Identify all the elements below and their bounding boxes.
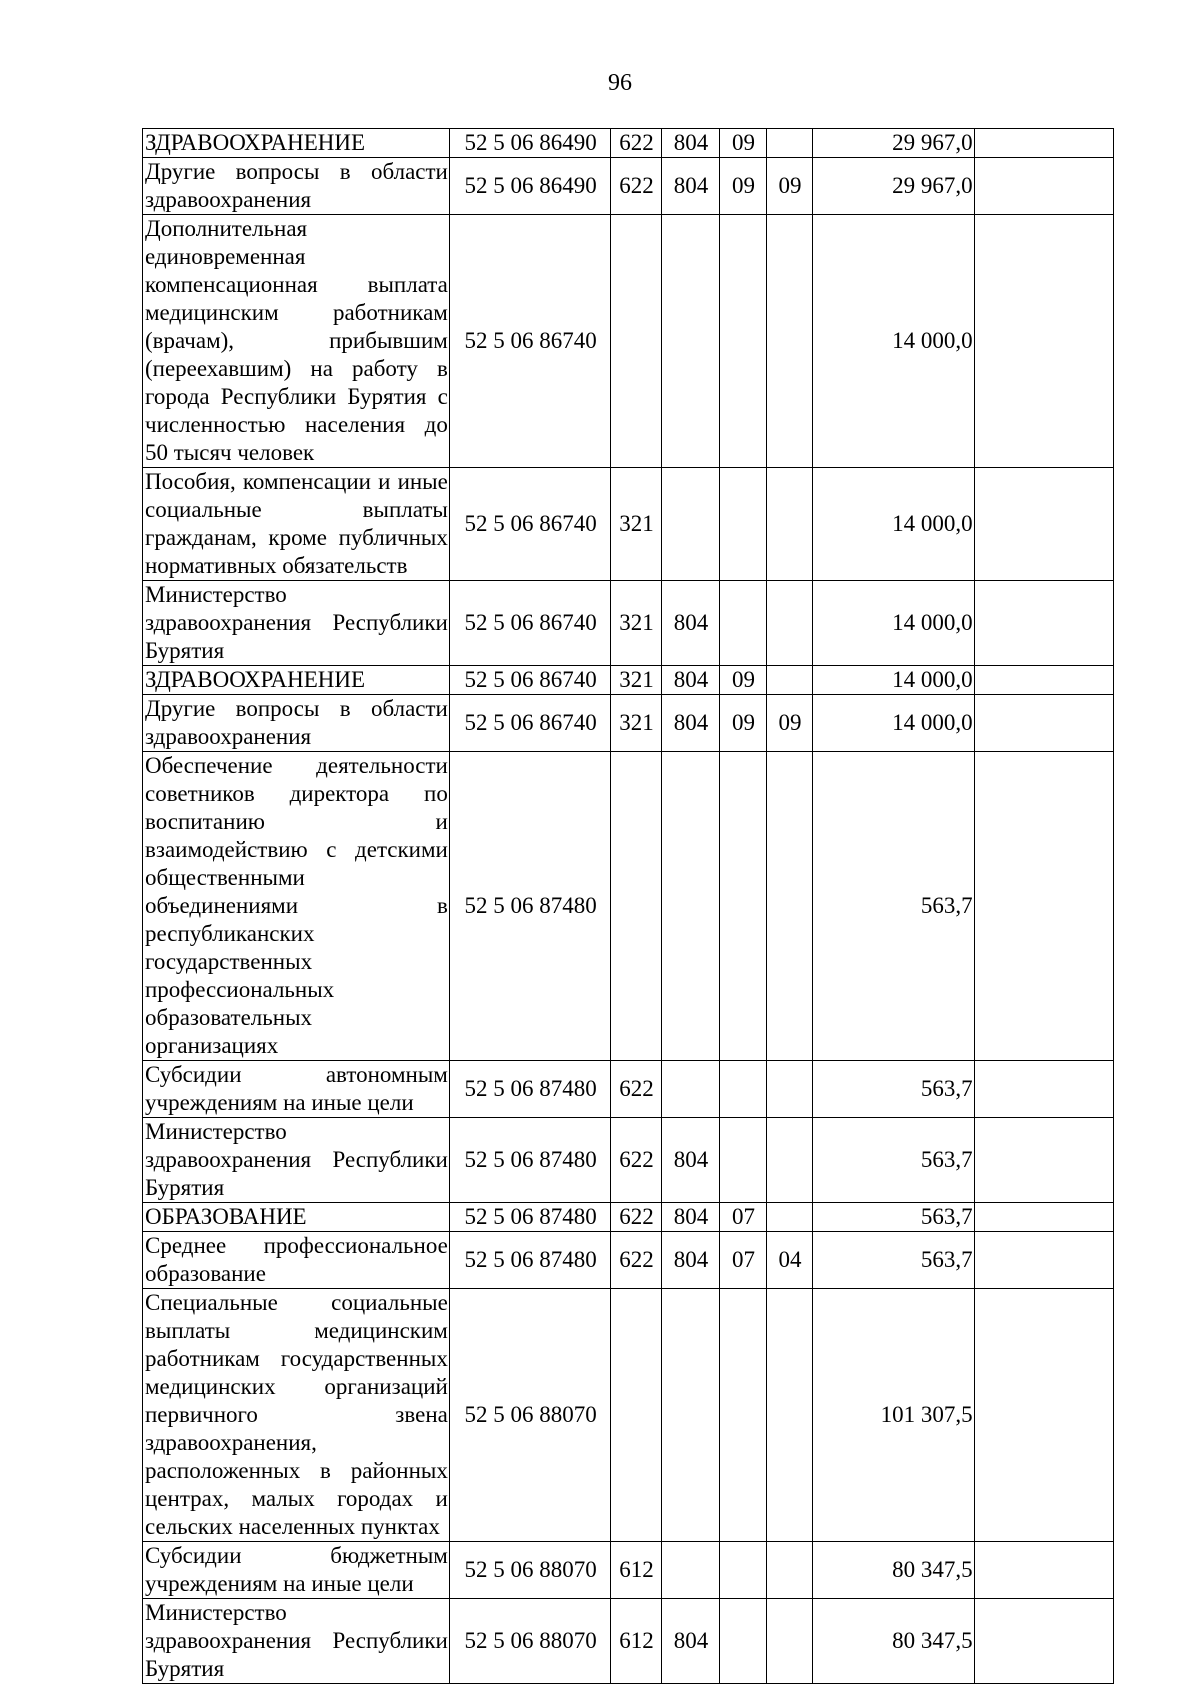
row-administrator — [661, 1289, 720, 1542]
row-extra — [974, 1118, 1113, 1203]
row-administrator: 804 — [661, 1232, 720, 1289]
row-subsection — [766, 1061, 812, 1118]
table-row — [143, 215, 1114, 468]
row-name: Другие вопросы в области здравоохранения — [143, 158, 450, 215]
row-expense-type — [611, 215, 661, 468]
row-expense-type — [611, 1289, 661, 1542]
row-target-article: 52 5 06 86490 — [449, 158, 610, 215]
row-section: 09 — [720, 158, 766, 215]
row-extra — [974, 215, 1113, 468]
row-administrator: 804 — [661, 695, 720, 752]
row-subsection — [766, 666, 812, 695]
row-target-article: 52 5 06 87480 — [449, 752, 610, 1061]
table-row — [143, 1542, 1114, 1599]
row-administrator — [661, 1542, 720, 1599]
row-subsection: 09 — [766, 695, 812, 752]
row-amount: 563,7 — [813, 1061, 974, 1118]
row-expense-type: 622 — [611, 1203, 661, 1232]
row-administrator: 804 — [661, 1118, 720, 1203]
row-section — [720, 215, 766, 468]
row-extra — [974, 581, 1113, 666]
row-extra — [974, 129, 1113, 158]
row-administrator: 804 — [661, 1203, 720, 1232]
row-administrator — [661, 468, 720, 581]
row-administrator — [661, 752, 720, 1061]
row-amount: 563,7 — [813, 1118, 974, 1203]
row-target-article: 52 5 06 86740 — [449, 468, 610, 581]
row-section — [720, 752, 766, 1061]
row-name: ОБРАЗОВАНИЕ — [143, 1203, 450, 1232]
row-name: ЗДРАВООХРАНЕНИЕ — [143, 129, 450, 158]
row-subsection — [766, 215, 812, 468]
row-administrator: 804 — [661, 666, 720, 695]
row-administrator — [661, 215, 720, 468]
row-subsection — [766, 468, 812, 581]
row-target-article: 52 5 06 86740 — [449, 215, 610, 468]
row-extra — [974, 158, 1113, 215]
row-amount: 14 000,0 — [813, 215, 974, 468]
row-name: Субсидии бюджетным учреждениям на иные цели — [143, 1542, 450, 1599]
row-expense-type: 612 — [611, 1599, 661, 1684]
row-amount: 14 000,0 — [813, 468, 974, 581]
row-name: Специальные социальные выплаты медицинским работникам государственных медицинских организаций первичного звена здравоохранения, расположенных в районных центрах, малых городах и сельских населенных пунктах — [143, 1289, 450, 1542]
row-subsection — [766, 1118, 812, 1203]
row-target-article: 52 5 06 86740 — [449, 581, 610, 666]
row-target-article: 52 5 06 88070 — [449, 1599, 610, 1684]
row-amount: 101 307,5 — [813, 1289, 974, 1542]
row-extra — [974, 695, 1113, 752]
row-extra — [974, 1542, 1113, 1599]
row-name: Среднее профессиональное образование — [143, 1232, 450, 1289]
row-subsection — [766, 1289, 812, 1542]
row-section — [720, 1542, 766, 1599]
row-extra — [974, 1061, 1113, 1118]
row-extra — [974, 468, 1113, 581]
row-extra — [974, 1599, 1113, 1684]
row-extra — [974, 666, 1113, 695]
row-name: Министерство здравоохранения Республики Бурятия — [143, 1599, 450, 1684]
row-target-article: 52 5 06 87480 — [449, 1061, 610, 1118]
row-subsection — [766, 581, 812, 666]
row-subsection — [766, 1599, 812, 1684]
row-extra — [974, 1289, 1113, 1542]
table-row — [143, 666, 1114, 695]
table-row — [143, 695, 1114, 752]
row-section — [720, 1289, 766, 1542]
row-subsection — [766, 129, 812, 158]
table-body — [143, 129, 1114, 1684]
row-amount: 80 347,5 — [813, 1599, 974, 1684]
row-expense-type: 622 — [611, 1061, 661, 1118]
row-target-article: 52 5 06 88070 — [449, 1542, 610, 1599]
row-subsection: 09 — [766, 158, 812, 215]
table-row — [143, 468, 1114, 581]
row-section — [720, 1118, 766, 1203]
row-administrator: 804 — [661, 129, 720, 158]
row-section — [720, 1599, 766, 1684]
table-row — [143, 1289, 1114, 1542]
row-amount: 563,7 — [813, 752, 974, 1061]
row-subsection — [766, 1203, 812, 1232]
row-administrator: 804 — [661, 1599, 720, 1684]
table-row — [143, 581, 1114, 666]
row-extra — [974, 752, 1113, 1061]
row-target-article: 52 5 06 86490 — [449, 129, 610, 158]
row-section: 07 — [720, 1232, 766, 1289]
table-row — [143, 1232, 1114, 1289]
row-extra — [974, 1203, 1113, 1232]
budget-table — [142, 128, 1114, 1684]
row-amount: 80 347,5 — [813, 1542, 974, 1599]
row-section — [720, 468, 766, 581]
row-expense-type: 622 — [611, 1232, 661, 1289]
row-subsection — [766, 1542, 812, 1599]
row-target-article: 52 5 06 87480 — [449, 1232, 610, 1289]
row-section — [720, 1061, 766, 1118]
row-target-article: 52 5 06 88070 — [449, 1289, 610, 1542]
row-name: Дополнительная единовременная компенсационная выплата медицинским работникам (врачам), прибывшим (переехавшим) на работу в города Республики Бурятия с численностью населения до 50 тысяч человек — [143, 215, 450, 468]
row-amount: 29 967,0 — [813, 129, 974, 158]
row-name: Обеспечение деятельности советников директора по воспитанию и взаимодействию с детскими общественными объединениями в республиканских государственных профессиональных образовательных организациях — [143, 752, 450, 1061]
row-name: Субсидии автономным учреждениям на иные цели — [143, 1061, 450, 1118]
row-expense-type: 321 — [611, 581, 661, 666]
row-administrator: 804 — [661, 581, 720, 666]
row-name: Пособия, компенсации и иные социальные выплаты гражданам, кроме публичных нормативных обязательств — [143, 468, 450, 581]
row-amount: 29 967,0 — [813, 158, 974, 215]
table-row — [143, 1203, 1114, 1232]
row-extra — [974, 1232, 1113, 1289]
table-row — [143, 1599, 1114, 1684]
table-row — [143, 158, 1114, 215]
row-amount: 14 000,0 — [813, 666, 974, 695]
row-name: Другие вопросы в области здравоохранения — [143, 695, 450, 752]
row-target-article: 52 5 06 87480 — [449, 1203, 610, 1232]
row-name: Министерство здравоохранения Республики Бурятия — [143, 1118, 450, 1203]
row-amount: 14 000,0 — [813, 581, 974, 666]
row-administrator — [661, 1061, 720, 1118]
row-expense-type: 321 — [611, 666, 661, 695]
row-name: Министерство здравоохранения Республики Бурятия — [143, 581, 450, 666]
row-subsection: 04 — [766, 1232, 812, 1289]
row-name: ЗДРАВООХРАНЕНИЕ — [143, 666, 450, 695]
row-expense-type — [611, 752, 661, 1061]
table-row — [143, 752, 1114, 1061]
row-expense-type: 622 — [611, 129, 661, 158]
row-amount: 563,7 — [813, 1232, 974, 1289]
row-section: 07 — [720, 1203, 766, 1232]
row-section — [720, 581, 766, 666]
page-number: 96 — [608, 70, 632, 96]
row-target-article: 52 5 06 87480 — [449, 1118, 610, 1203]
row-section: 09 — [720, 666, 766, 695]
row-amount: 14 000,0 — [813, 695, 974, 752]
row-administrator: 804 — [661, 158, 720, 215]
table-row — [143, 129, 1114, 158]
row-subsection — [766, 752, 812, 1061]
row-expense-type: 321 — [611, 695, 661, 752]
row-expense-type: 622 — [611, 158, 661, 215]
row-expense-type: 622 — [611, 1118, 661, 1203]
row-expense-type: 321 — [611, 468, 661, 581]
row-section: 09 — [720, 695, 766, 752]
table-row — [143, 1118, 1114, 1203]
row-section: 09 — [720, 129, 766, 158]
row-target-article: 52 5 06 86740 — [449, 695, 610, 752]
row-target-article: 52 5 06 86740 — [449, 666, 610, 695]
row-amount: 563,7 — [813, 1203, 974, 1232]
row-expense-type: 612 — [611, 1542, 661, 1599]
table-row — [143, 1061, 1114, 1118]
